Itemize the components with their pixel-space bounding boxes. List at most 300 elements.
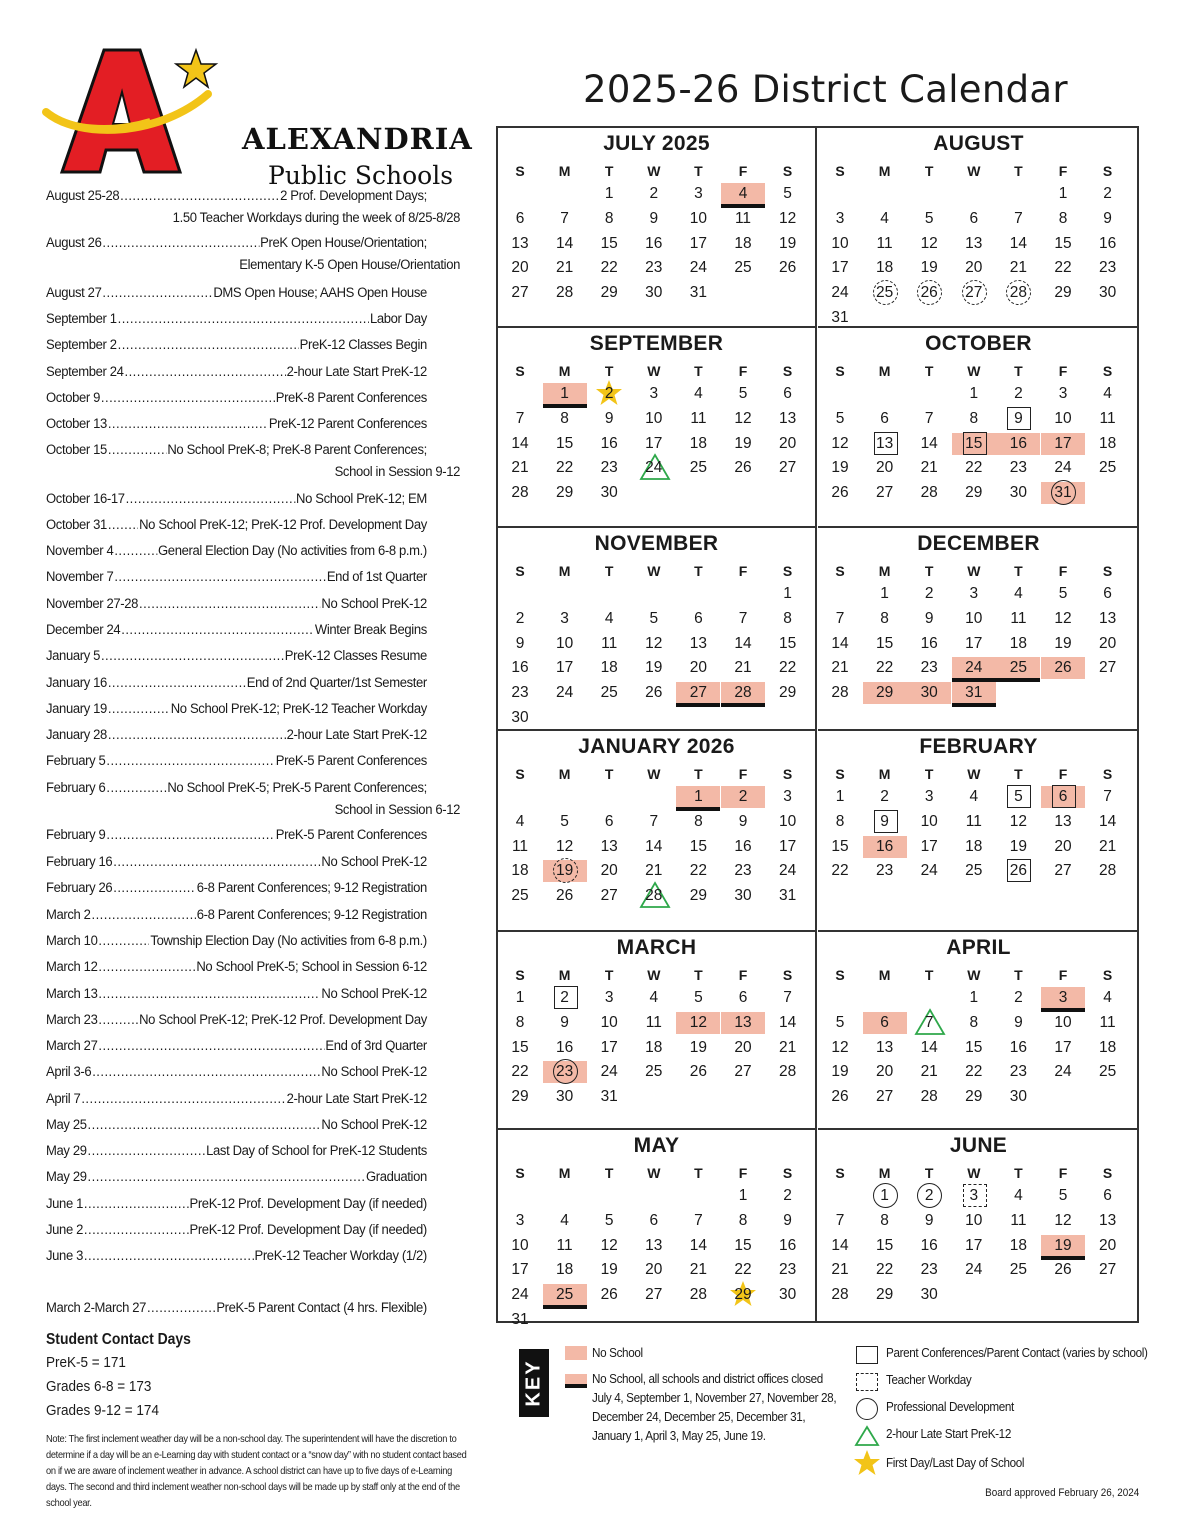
calendar-day[interactable]	[952, 607, 996, 631]
calendar-day[interactable]	[543, 207, 587, 231]
calendar-day[interactable]	[543, 835, 587, 859]
calendar-day[interactable]	[587, 1258, 631, 1282]
calendar-day[interactable]	[676, 1258, 720, 1282]
calendar-day[interactable]	[543, 456, 587, 480]
calendar-day[interactable]	[1041, 582, 1085, 606]
calendar-day[interactable]	[676, 281, 720, 305]
calendar-day[interactable]	[676, 232, 720, 256]
calendar-day[interactable]	[907, 1011, 951, 1035]
calendar-day[interactable]	[676, 1234, 720, 1258]
calendar-day[interactable]	[1086, 656, 1130, 680]
calendar-day[interactable]	[676, 1011, 720, 1035]
calendar-day[interactable]	[863, 456, 907, 480]
calendar-day[interactable]	[632, 1060, 676, 1084]
calendar-day[interactable]	[587, 382, 631, 406]
calendar-day[interactable]	[721, 1184, 765, 1208]
calendar-day[interactable]	[907, 256, 951, 280]
calendar-day[interactable]	[907, 1060, 951, 1084]
calendar-day[interactable]	[632, 207, 676, 231]
calendar-day[interactable]	[996, 632, 1040, 656]
calendar-day[interactable]	[676, 407, 720, 431]
calendar-day[interactable]	[1041, 656, 1085, 680]
calendar-day[interactable]	[952, 681, 996, 705]
calendar-day[interactable]	[996, 1184, 1040, 1208]
calendar-day[interactable]	[996, 1011, 1040, 1035]
calendar-day[interactable]	[766, 835, 810, 859]
calendar-day[interactable]	[1041, 1234, 1085, 1258]
calendar-day[interactable]	[498, 1036, 542, 1060]
calendar-day[interactable]	[766, 1258, 810, 1282]
calendar-day[interactable]	[863, 407, 907, 431]
calendar-day[interactable]	[818, 607, 862, 631]
calendar-day[interactable]	[1041, 859, 1085, 883]
calendar-day[interactable]	[952, 1209, 996, 1233]
calendar-day[interactable]	[543, 481, 587, 505]
calendar-day[interactable]	[498, 1209, 542, 1233]
calendar-day[interactable]	[818, 456, 862, 480]
calendar-day[interactable]	[907, 207, 951, 231]
calendar-day[interactable]	[952, 810, 996, 834]
calendar-day[interactable]	[543, 986, 587, 1010]
calendar-day[interactable]	[818, 656, 862, 680]
calendar-day[interactable]	[721, 681, 765, 705]
calendar-day[interactable]	[952, 1011, 996, 1035]
calendar-day[interactable]	[676, 785, 720, 809]
calendar-day[interactable]	[818, 681, 862, 705]
calendar-day[interactable]	[587, 835, 631, 859]
calendar-day[interactable]	[676, 986, 720, 1010]
calendar-day[interactable]	[632, 182, 676, 206]
calendar-day[interactable]	[863, 859, 907, 883]
calendar-day[interactable]	[907, 681, 951, 705]
calendar-day[interactable]	[1041, 432, 1085, 456]
calendar-day[interactable]	[952, 785, 996, 809]
calendar-day[interactable]	[721, 1258, 765, 1282]
calendar-day[interactable]	[632, 382, 676, 406]
calendar-day[interactable]	[952, 859, 996, 883]
calendar-day[interactable]	[1041, 1036, 1085, 1060]
calendar-day[interactable]	[632, 1258, 676, 1282]
calendar-day[interactable]	[676, 456, 720, 480]
calendar-day[interactable]	[587, 232, 631, 256]
calendar-day[interactable]	[766, 681, 810, 705]
calendar-day[interactable]	[498, 986, 542, 1010]
calendar-day[interactable]	[766, 859, 810, 883]
calendar-day[interactable]	[632, 884, 676, 908]
calendar-day[interactable]	[676, 632, 720, 656]
calendar-day[interactable]	[676, 656, 720, 680]
calendar-day[interactable]	[996, 382, 1040, 406]
calendar-day[interactable]	[543, 681, 587, 705]
calendar-day[interactable]	[863, 1258, 907, 1282]
calendar-day[interactable]	[863, 1036, 907, 1060]
calendar-day[interactable]	[863, 207, 907, 231]
calendar-day[interactable]	[498, 884, 542, 908]
calendar-day[interactable]	[766, 1234, 810, 1258]
calendar-day[interactable]	[1086, 1036, 1130, 1060]
calendar-day[interactable]	[632, 1209, 676, 1233]
calendar-day[interactable]	[1086, 607, 1130, 631]
calendar-day[interactable]	[1086, 1234, 1130, 1258]
calendar-day[interactable]	[766, 785, 810, 809]
calendar-day[interactable]	[721, 1283, 765, 1307]
calendar-day[interactable]	[587, 432, 631, 456]
calendar-day[interactable]	[1086, 456, 1130, 480]
calendar-day[interactable]	[721, 1209, 765, 1233]
calendar-day[interactable]	[721, 607, 765, 631]
calendar-day[interactable]	[543, 884, 587, 908]
calendar-day[interactable]	[632, 1283, 676, 1307]
calendar-day[interactable]	[721, 884, 765, 908]
calendar-day[interactable]	[1086, 1011, 1130, 1035]
calendar-day[interactable]	[543, 1085, 587, 1109]
calendar-day[interactable]	[1086, 785, 1130, 809]
calendar-day[interactable]	[587, 681, 631, 705]
calendar-day[interactable]	[1041, 810, 1085, 834]
calendar-day[interactable]	[766, 884, 810, 908]
calendar-day[interactable]	[721, 1060, 765, 1084]
calendar-day[interactable]	[996, 207, 1040, 231]
calendar-day[interactable]	[996, 785, 1040, 809]
calendar-day[interactable]	[543, 810, 587, 834]
calendar-day[interactable]	[543, 1060, 587, 1084]
calendar-day[interactable]	[1041, 1011, 1085, 1035]
calendar-day[interactable]	[498, 232, 542, 256]
calendar-day[interactable]	[952, 207, 996, 231]
calendar-day[interactable]	[766, 986, 810, 1010]
calendar-day[interactable]	[907, 835, 951, 859]
calendar-day[interactable]	[498, 407, 542, 431]
calendar-day[interactable]	[587, 607, 631, 631]
calendar-day[interactable]	[498, 681, 542, 705]
calendar-day[interactable]	[498, 1234, 542, 1258]
calendar-day[interactable]	[721, 632, 765, 656]
calendar-day[interactable]	[952, 632, 996, 656]
calendar-day[interactable]	[498, 1308, 542, 1332]
calendar-day[interactable]	[952, 1258, 996, 1282]
calendar-day[interactable]	[766, 582, 810, 606]
calendar-day[interactable]	[543, 859, 587, 883]
calendar-day[interactable]	[766, 607, 810, 631]
calendar-day[interactable]	[587, 481, 631, 505]
calendar-day[interactable]	[952, 481, 996, 505]
calendar-day[interactable]	[498, 1011, 542, 1035]
calendar-day[interactable]	[543, 1011, 587, 1035]
calendar-day[interactable]	[721, 810, 765, 834]
calendar-day[interactable]	[952, 1184, 996, 1208]
calendar-day[interactable]	[543, 656, 587, 680]
calendar-day[interactable]	[498, 1060, 542, 1084]
calendar-day[interactable]	[632, 407, 676, 431]
calendar-day[interactable]	[907, 1209, 951, 1233]
calendar-day[interactable]	[676, 884, 720, 908]
calendar-day[interactable]	[1041, 256, 1085, 280]
calendar-day[interactable]	[632, 607, 676, 631]
calendar-day[interactable]	[1041, 986, 1085, 1010]
calendar-day[interactable]	[498, 607, 542, 631]
calendar-day[interactable]	[996, 582, 1040, 606]
calendar-day[interactable]	[632, 432, 676, 456]
calendar-day[interactable]	[766, 1011, 810, 1035]
calendar-day[interactable]	[543, 1234, 587, 1258]
calendar-day[interactable]	[996, 456, 1040, 480]
calendar-day[interactable]	[721, 785, 765, 809]
calendar-day[interactable]	[498, 656, 542, 680]
calendar-day[interactable]	[1041, 785, 1085, 809]
calendar-day[interactable]	[1086, 1209, 1130, 1233]
calendar-day[interactable]	[907, 1036, 951, 1060]
calendar-day[interactable]	[766, 432, 810, 456]
calendar-day[interactable]	[766, 632, 810, 656]
calendar-day[interactable]	[1086, 986, 1130, 1010]
calendar-day[interactable]	[996, 1234, 1040, 1258]
calendar-day[interactable]	[818, 306, 862, 330]
calendar-day[interactable]	[721, 1036, 765, 1060]
calendar-day[interactable]	[587, 810, 631, 834]
calendar-day[interactable]	[766, 1060, 810, 1084]
calendar-day[interactable]	[818, 632, 862, 656]
calendar-day[interactable]	[907, 456, 951, 480]
calendar-day[interactable]	[721, 432, 765, 456]
calendar-day[interactable]	[818, 1011, 862, 1035]
calendar-day[interactable]	[952, 281, 996, 305]
calendar-day[interactable]	[907, 1184, 951, 1208]
calendar-day[interactable]	[952, 1085, 996, 1109]
calendar-day[interactable]	[1086, 632, 1130, 656]
calendar-day[interactable]	[543, 232, 587, 256]
calendar-day[interactable]	[907, 1085, 951, 1109]
calendar-day[interactable]	[498, 706, 542, 730]
calendar-day[interactable]	[1041, 1060, 1085, 1084]
calendar-day[interactable]	[907, 1234, 951, 1258]
calendar-day[interactable]	[818, 207, 862, 231]
calendar-day[interactable]	[1086, 1184, 1130, 1208]
calendar-day[interactable]	[543, 1283, 587, 1307]
calendar-day[interactable]	[587, 207, 631, 231]
calendar-day[interactable]	[632, 681, 676, 705]
calendar-day[interactable]	[498, 859, 542, 883]
calendar-day[interactable]	[863, 785, 907, 809]
calendar-day[interactable]	[1041, 232, 1085, 256]
calendar-day[interactable]	[863, 232, 907, 256]
calendar-day[interactable]	[818, 1234, 862, 1258]
calendar-day[interactable]	[996, 232, 1040, 256]
calendar-day[interactable]	[498, 1283, 542, 1307]
calendar-day[interactable]	[1041, 281, 1085, 305]
calendar-day[interactable]	[818, 785, 862, 809]
calendar-day[interactable]	[766, 182, 810, 206]
calendar-day[interactable]	[818, 256, 862, 280]
calendar-day[interactable]	[996, 281, 1040, 305]
calendar-day[interactable]	[766, 810, 810, 834]
calendar-day[interactable]	[952, 1060, 996, 1084]
calendar-day[interactable]	[1041, 407, 1085, 431]
calendar-day[interactable]	[863, 1283, 907, 1307]
calendar-day[interactable]	[818, 1036, 862, 1060]
calendar-day[interactable]	[818, 281, 862, 305]
calendar-day[interactable]	[587, 1011, 631, 1035]
calendar-day[interactable]	[766, 656, 810, 680]
calendar-day[interactable]	[952, 1234, 996, 1258]
calendar-day[interactable]	[543, 607, 587, 631]
calendar-day[interactable]	[632, 456, 676, 480]
calendar-day[interactable]	[863, 1209, 907, 1233]
calendar-day[interactable]	[952, 407, 996, 431]
calendar-day[interactable]	[1041, 481, 1085, 505]
calendar-day[interactable]	[721, 859, 765, 883]
calendar-day[interactable]	[907, 432, 951, 456]
calendar-day[interactable]	[996, 656, 1040, 680]
calendar-day[interactable]	[996, 432, 1040, 456]
calendar-day[interactable]	[632, 1011, 676, 1035]
calendar-day[interactable]	[721, 207, 765, 231]
calendar-day[interactable]	[996, 607, 1040, 631]
calendar-day[interactable]	[907, 1283, 951, 1307]
calendar-day[interactable]	[676, 1060, 720, 1084]
calendar-day[interactable]	[907, 1258, 951, 1282]
calendar-day[interactable]	[587, 1234, 631, 1258]
calendar-day[interactable]	[676, 835, 720, 859]
calendar-day[interactable]	[907, 810, 951, 834]
calendar-day[interactable]	[632, 281, 676, 305]
calendar-day[interactable]	[543, 1209, 587, 1233]
calendar-day[interactable]	[952, 256, 996, 280]
calendar-day[interactable]	[587, 884, 631, 908]
calendar-day[interactable]	[996, 859, 1040, 883]
calendar-day[interactable]	[907, 785, 951, 809]
calendar-day[interactable]	[1041, 1258, 1085, 1282]
calendar-day[interactable]	[1041, 1184, 1085, 1208]
calendar-day[interactable]	[587, 407, 631, 431]
calendar-day[interactable]	[818, 1209, 862, 1233]
calendar-day[interactable]	[1086, 1258, 1130, 1282]
calendar-day[interactable]	[721, 407, 765, 431]
calendar-day[interactable]	[498, 432, 542, 456]
calendar-day[interactable]	[587, 632, 631, 656]
calendar-day[interactable]	[818, 232, 862, 256]
calendar-day[interactable]	[818, 1085, 862, 1109]
calendar-day[interactable]	[863, 432, 907, 456]
calendar-day[interactable]	[766, 382, 810, 406]
calendar-day[interactable]	[632, 1036, 676, 1060]
calendar-day[interactable]	[952, 1036, 996, 1060]
calendar-day[interactable]	[676, 607, 720, 631]
calendar-day[interactable]	[587, 1036, 631, 1060]
calendar-day[interactable]	[498, 632, 542, 656]
calendar-day[interactable]	[863, 1011, 907, 1035]
calendar-day[interactable]	[632, 859, 676, 883]
calendar-day[interactable]	[543, 382, 587, 406]
calendar-day[interactable]	[1086, 256, 1130, 280]
calendar-day[interactable]	[498, 1085, 542, 1109]
calendar-day[interactable]	[996, 1258, 1040, 1282]
calendar-day[interactable]	[1086, 407, 1130, 431]
calendar-day[interactable]	[632, 632, 676, 656]
calendar-day[interactable]	[907, 632, 951, 656]
calendar-day[interactable]	[676, 1036, 720, 1060]
calendar-day[interactable]	[766, 256, 810, 280]
calendar-day[interactable]	[1086, 232, 1130, 256]
calendar-day[interactable]	[818, 835, 862, 859]
calendar-day[interactable]	[818, 481, 862, 505]
calendar-day[interactable]	[587, 656, 631, 680]
calendar-day[interactable]	[1041, 182, 1085, 206]
calendar-day[interactable]	[863, 281, 907, 305]
calendar-day[interactable]	[676, 1283, 720, 1307]
calendar-day[interactable]	[863, 835, 907, 859]
calendar-day[interactable]	[1086, 207, 1130, 231]
calendar-day[interactable]	[863, 681, 907, 705]
calendar-day[interactable]	[1041, 607, 1085, 631]
calendar-day[interactable]	[721, 256, 765, 280]
calendar-day[interactable]	[907, 481, 951, 505]
calendar-day[interactable]	[952, 582, 996, 606]
calendar-day[interactable]	[1086, 281, 1130, 305]
calendar-day[interactable]	[543, 256, 587, 280]
calendar-day[interactable]	[543, 432, 587, 456]
calendar-day[interactable]	[907, 859, 951, 883]
calendar-day[interactable]	[676, 810, 720, 834]
calendar-day[interactable]	[721, 382, 765, 406]
calendar-day[interactable]	[632, 835, 676, 859]
calendar-day[interactable]	[952, 432, 996, 456]
calendar-day[interactable]	[498, 810, 542, 834]
calendar-day[interactable]	[676, 432, 720, 456]
calendar-day[interactable]	[996, 481, 1040, 505]
calendar-day[interactable]	[863, 1060, 907, 1084]
calendar-day[interactable]	[543, 1036, 587, 1060]
calendar-day[interactable]	[863, 1184, 907, 1208]
calendar-day[interactable]	[766, 232, 810, 256]
calendar-day[interactable]	[766, 207, 810, 231]
calendar-day[interactable]	[818, 1060, 862, 1084]
calendar-day[interactable]	[996, 407, 1040, 431]
calendar-day[interactable]	[818, 859, 862, 883]
calendar-day[interactable]	[766, 407, 810, 431]
calendar-day[interactable]	[587, 1060, 631, 1084]
calendar-day[interactable]	[863, 481, 907, 505]
calendar-day[interactable]	[952, 656, 996, 680]
calendar-day[interactable]	[676, 182, 720, 206]
calendar-day[interactable]	[952, 835, 996, 859]
calendar-day[interactable]	[996, 835, 1040, 859]
calendar-day[interactable]	[721, 232, 765, 256]
calendar-day[interactable]	[632, 256, 676, 280]
calendar-day[interactable]	[587, 1283, 631, 1307]
calendar-day[interactable]	[543, 632, 587, 656]
calendar-day[interactable]	[498, 481, 542, 505]
calendar-day[interactable]	[907, 656, 951, 680]
calendar-day[interactable]	[676, 859, 720, 883]
calendar-day[interactable]	[1086, 835, 1130, 859]
calendar-day[interactable]	[863, 1234, 907, 1258]
calendar-day[interactable]	[1086, 859, 1130, 883]
calendar-day[interactable]	[818, 1258, 862, 1282]
calendar-day[interactable]	[498, 835, 542, 859]
calendar-day[interactable]	[587, 456, 631, 480]
calendar-day[interactable]	[907, 582, 951, 606]
calendar-day[interactable]	[996, 1036, 1040, 1060]
calendar-day[interactable]	[863, 656, 907, 680]
calendar-day[interactable]	[996, 810, 1040, 834]
calendar-day[interactable]	[907, 407, 951, 431]
calendar-day[interactable]	[587, 986, 631, 1010]
calendar-day[interactable]	[996, 256, 1040, 280]
calendar-day[interactable]	[498, 456, 542, 480]
calendar-day[interactable]	[863, 632, 907, 656]
calendar-day[interactable]	[676, 207, 720, 231]
calendar-day[interactable]	[907, 232, 951, 256]
